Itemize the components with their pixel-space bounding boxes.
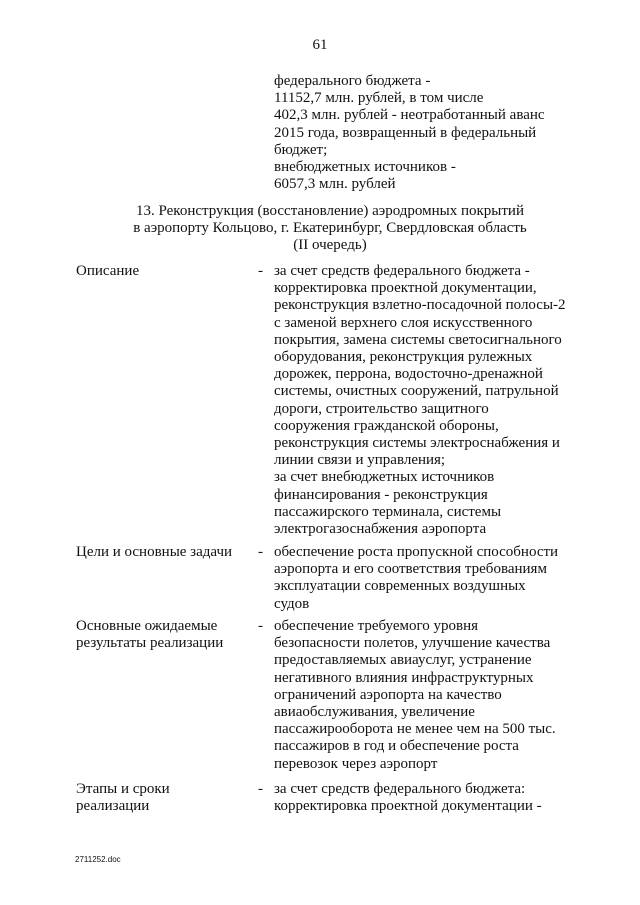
row-dash: -	[258, 263, 263, 279]
text-line: сооружения гражданской обороны,	[274, 417, 499, 434]
text-line: предоставляемых авиауслуг, устранение	[274, 652, 532, 669]
text-line: линии связи и управления;	[274, 452, 446, 469]
text-line: с заменой верхнего слоя искусственного	[274, 314, 533, 331]
text-line: оборудования, реконструкция рулежных	[274, 349, 533, 366]
row-dash: -	[258, 618, 263, 634]
label-line: Цели и основные задачи	[76, 544, 233, 560]
label-line: Описание	[76, 263, 140, 279]
text-line: бюджет;	[274, 141, 328, 158]
text-line: корректировка проектной документации,	[274, 280, 537, 297]
row-text	[274, 781, 614, 815]
text-line: реконструкция системы электроснабжения и	[274, 435, 560, 452]
text-line: 11152,7 млн. рублей, в том числе	[274, 90, 484, 107]
text-line: за счет внебюджетных источников	[274, 469, 495, 486]
label-line: реализации	[76, 798, 150, 815]
text-line: пассажирооборота не менее чем на 500 тыс.	[274, 721, 556, 738]
text-line: дороги, строительство защитного	[274, 400, 489, 417]
label-line: Основные ожидаемые	[76, 618, 218, 634]
text-line: эксплуатации современных воздушных	[274, 578, 526, 595]
text-line: внебюджетных источников -	[274, 159, 456, 176]
text-line: 6057,3 млн. рублей	[274, 176, 396, 193]
text-line: аэропорта и его соответствия требованиям	[274, 561, 547, 578]
page-number: 61	[312, 37, 328, 53]
heading-line: в аэропорту Кольцово, г. Екатеринбург, Свердловская область	[133, 220, 527, 237]
row-label	[76, 544, 256, 561]
text-line: федерального бюджета -	[274, 73, 431, 89]
row-dash: -	[258, 544, 263, 560]
text-line: дорожек, перрона, водосточно-дренажной	[274, 366, 543, 383]
row-dash: -	[258, 781, 263, 797]
text-line: системы, очистных сооружений, патрульной	[274, 383, 559, 400]
text-line: 402,3 млн. рублей - неотработанный аванс	[274, 107, 545, 124]
section-heading	[0, 203, 640, 255]
text-line: обеспечение требуемого уровня	[274, 618, 479, 634]
text-line: ограничений аэропорта на качество	[274, 686, 502, 703]
footer-file-name: 2711252.doc	[75, 855, 121, 864]
row-text	[274, 544, 614, 613]
row-text	[274, 618, 614, 773]
text-line: за счет средств федерального бюджета -	[274, 263, 530, 279]
heading-line: 13. Реконструкция (восстановление) аэродромных покрытий	[136, 203, 524, 219]
label-line: результаты реализации	[76, 635, 224, 652]
text-line: пассажиров в год и обеспечение роста	[274, 738, 519, 755]
text-line: за счет средств федерального бюджета:	[274, 781, 526, 797]
text-line: безопасности полетов, улучшение качества	[274, 635, 551, 652]
text-line: перевозок через аэропорт	[274, 755, 438, 772]
text-line: реконструкция взлетно-посадочной полосы-2	[274, 297, 566, 314]
row-label	[76, 618, 256, 652]
row-label	[76, 263, 256, 280]
text-line: покрытия, замена системы светосигнального	[274, 331, 562, 348]
text-line: обеспечение роста пропускной способности	[274, 544, 559, 560]
text-line: авиаобслуживания, увеличение	[274, 704, 475, 721]
text-line: электрогазоснабжения аэропорта	[274, 521, 487, 538]
row-text	[274, 263, 614, 538]
funding-continuation	[274, 73, 604, 193]
label-line: Этапы и сроки	[76, 781, 170, 797]
heading-line: (II очередь)	[293, 237, 367, 254]
text-line: негативного влияния инфраструктурных	[274, 669, 534, 686]
text-line: финансирования - реконструкция	[274, 486, 488, 503]
row-label	[76, 781, 256, 815]
text-line: пассажирского терминала, системы	[274, 503, 502, 520]
text-line: 2015 года, возвращенный в федеральный	[274, 124, 537, 141]
text-line: корректировка проектной документации -	[274, 798, 542, 815]
text-line: судов	[274, 595, 310, 612]
